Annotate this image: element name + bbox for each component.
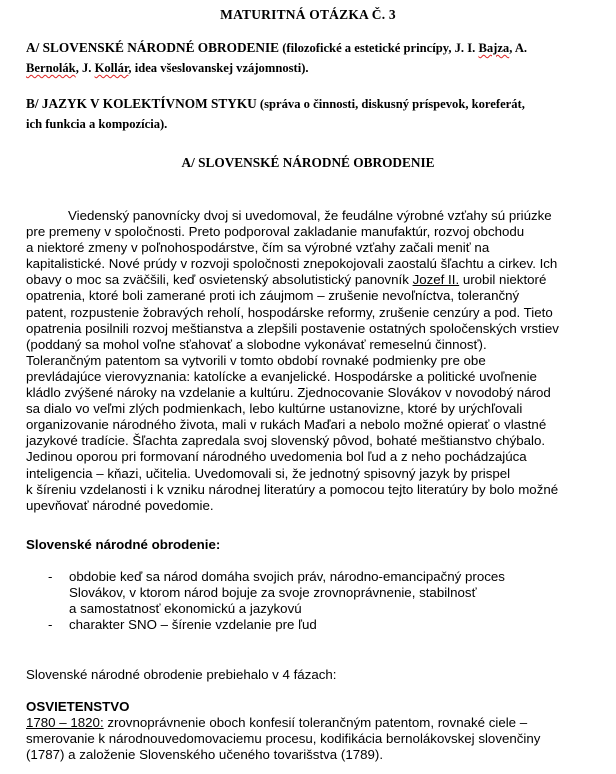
name-bajza: Bajza: [478, 41, 510, 55]
section-title: A/ SLOVENSKÉ NÁRODNÉ OBRODENIE: [181, 155, 435, 170]
paragraph-line: patent, rozpustenie žobravých reholí, hospodárske reformy, zrušenie cenzúry a pod. Tieto: [26, 304, 553, 320]
page-title: MATURITNÁ OTÁZKA Č. 3: [220, 7, 396, 22]
paragraph-line: kládlo zvýšené nároky na vzdelanie a kultúru. Zjednocovanie Slovákov v novodobý národ: [26, 385, 551, 401]
paragraph-line: jazykové tradície. Šľachta zapredala svoj slovenský pôvod, bohaté meštianstvo chýbalo.: [26, 433, 546, 449]
bullet-dash: -: [48, 617, 53, 633]
paragraph-line: kapitalistické. Nové prúdy v rozvoji spoločnosti znepokojovali zaostalú šľachtu a cirkev. Ich: [26, 256, 558, 272]
paragraph-line: organizovanie národného života, mali v rukách Maďari a nebolo možné opierať o vlastné: [26, 417, 547, 433]
paragraph-line-end: urobil niektoré: [459, 272, 547, 288]
paragraph-line: sa dialo vo veľmi zlých podmienkach, lebo kultúrne ustanovizne, ktoré by urýchľovali: [26, 401, 523, 417]
paragraph-line: inteligencia – kňazi, učitelia. Uvedomovali si, že jednotný spisovný jazyk by prispel: [26, 465, 511, 481]
paragraph-line: Viedenský panovnícky dvoj si uvedomoval, že feudálne výrobné vzťahy sú priúzke: [68, 208, 552, 223]
bullet-list: [26, 569, 600, 633]
topic-a-sep2: , J.: [75, 61, 95, 75]
topic-b-details-line2: ich funkcia a kompozícia).: [26, 117, 168, 131]
topic-a-details-start: (filozofické a estetické princípy, J. I.: [279, 41, 479, 55]
bullet-line: charakter SNO – šírenie vzdelanie pre ľud: [69, 617, 317, 633]
topic-b-details-line1: (správa o činnosti, diskusný príspevok, koreferát,: [256, 97, 525, 111]
bullet-dash: -: [48, 569, 53, 584]
paragraph-line: k šíreniu vzdelanosti i k vzniku národnej literatúry a pomocou tejto literatúry by bolo možné: [26, 481, 559, 497]
list-item: [26, 617, 600, 633]
topic-a-heading: A/ SLOVENSKÉ NÁRODNÉ OBRODENIE: [26, 40, 280, 55]
paragraph-line: (poddaný sa mohol voľne sťahovať a slobodne vykonávať remeselnú činnosť).: [26, 336, 487, 352]
phases-intro: Slovenské národné obrodenie prebiehalo v 4 fázach:: [26, 667, 337, 682]
osvietenstvo-section: [26, 699, 600, 763]
bullet-line: obdobie keď sa národ domáha svojich práv, národno-emancipačný proces: [69, 569, 505, 584]
list-item: [26, 569, 600, 617]
topic-a-sep1: , A.: [509, 41, 528, 55]
osvietenstvo-heading: OSVIETENSTVO: [26, 699, 130, 714]
paragraph-line: [26, 272, 600, 288]
bullet-line: a samostatnosť ekonomickú a jazykovú: [69, 601, 302, 617]
paragraph-line: a niektoré zmeny v poľnohospodárstve, čím sa výrobné vzťahy začali meniť na: [26, 240, 490, 256]
osvietenstvo-line: (1787) a založenie Slovenského učeného tovarišstva (1789).: [26, 747, 384, 763]
main-paragraph: [26, 208, 600, 514]
sno-heading: Slovenské národné obrodenie:: [26, 537, 221, 552]
paragraph-line: Tolerančným patentom sa vytvorili v tomto období rovnaké podmienky pre obe: [26, 352, 486, 368]
topic-a: [26, 38, 601, 78]
topic-b: [26, 94, 601, 134]
paragraph-line: opatrenia, ktoré boli zamerané proti ich záujmom – zrušenie nevoľníctva, tolerančný: [26, 288, 520, 304]
topic-b-heading: B/ JAZYK V KOLEKTÍVNOM STYKU: [26, 96, 257, 111]
paragraph-line: prevládajúce vierovyznania: katolícke a evanjelické. Hospodárske a politické uvoľnenie: [26, 368, 537, 384]
osvietenstvo-line: smerovanie k národnouvedomovaciemu procesu, kodifikácia bernolákovskej slovenčiny: [26, 731, 541, 747]
osvietenstvo-period: 1780 – 1820:: [26, 715, 104, 731]
name-kollar: Kollár: [94, 61, 129, 75]
bullet-line: Slovákov, v ktorom národ bojuje za svoje zrovnoprávnenie, stabilnosť: [69, 585, 477, 601]
paragraph-line-start: obavy o moc sa zväčšili, keď osvietenský absolutistický panovník: [26, 272, 413, 288]
paragraph-line: pre premeny v spoločnosti. Preto podporoval zakladanie manufaktúr, rozvoj obchodu: [26, 224, 525, 240]
paragraph-line: opatrenia posilnili rozvoj meštianstva a zlepšili postavenie ostatných spoločenských vrstiev: [26, 320, 559, 336]
ruler-name: Jozef II.: [412, 272, 460, 288]
topic-a-details-end: , idea všeslovanskej vzájomnosti).: [128, 61, 309, 75]
osvietenstvo-line: [26, 715, 600, 731]
name-bernolak: Bernolák: [26, 61, 76, 75]
paragraph-line: upevňovať národné povedomie.: [26, 497, 214, 513]
osvietenstvo-text: zrovnoprávnenie oboch konfesií tolerančným patentom, rovnaké ciele –: [103, 715, 528, 731]
paragraph-line: Jedinou oporou pri formovaní národného uvedomenia bol ľud a z neho pochádzajúca: [26, 449, 527, 465]
